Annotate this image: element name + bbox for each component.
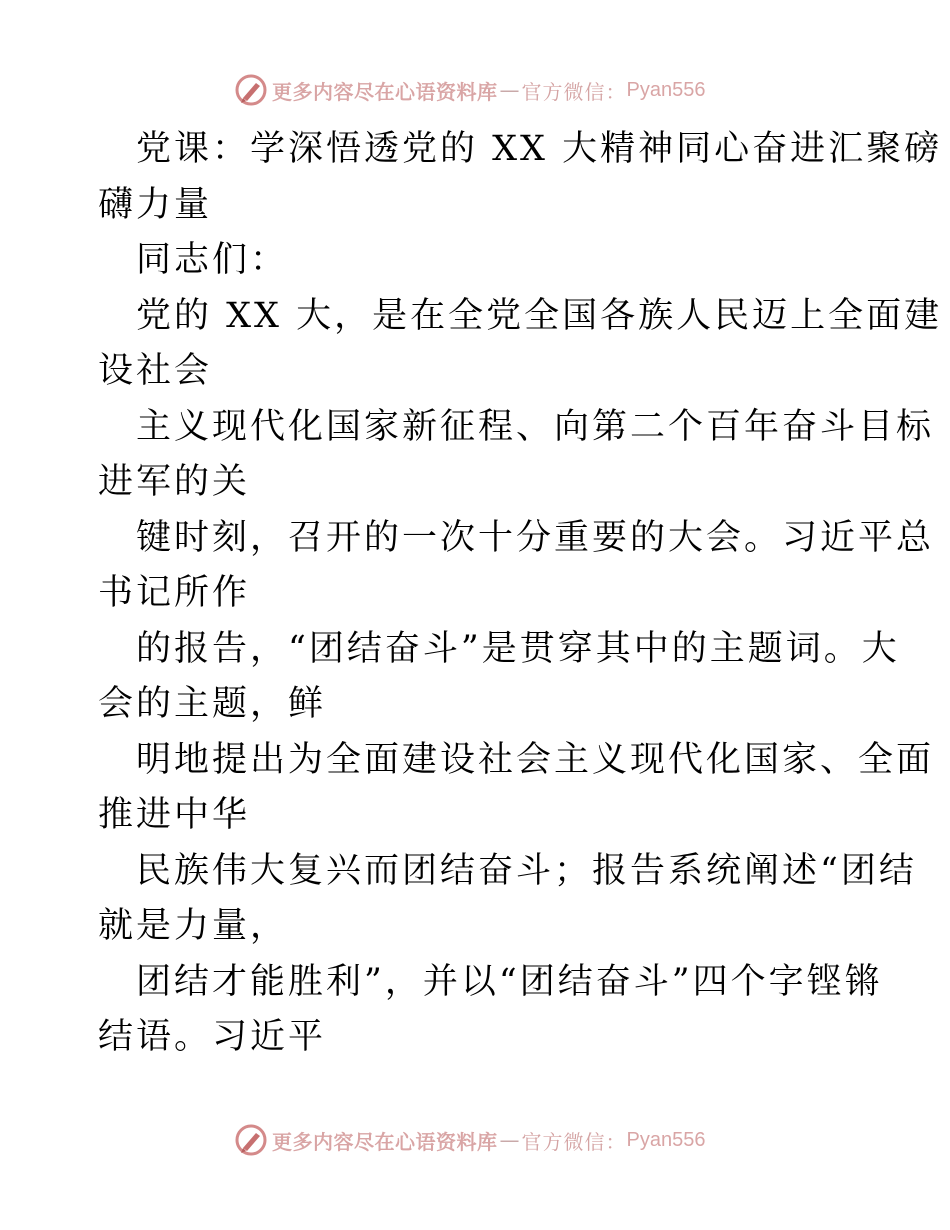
text-line: 推进中华 bbox=[98, 795, 251, 835]
watermark-wechat-label: 官方微信： bbox=[521, 1129, 627, 1154]
text-line: 书记所作 bbox=[98, 573, 251, 613]
watermark-separator: — bbox=[499, 1128, 520, 1152]
title-line: 礴力量 bbox=[98, 184, 213, 225]
pen-circle-logo-icon bbox=[234, 1123, 268, 1157]
text-line: 的报告，“团结奋斗”是贯穿其中的主题词。大 bbox=[136, 628, 900, 669]
watermark-wechat-id: Pyan556 bbox=[626, 1128, 706, 1151]
header-watermark bbox=[234, 70, 705, 110]
text-line: 明地提出为全面建设社会主义现代化国家、全面 bbox=[136, 739, 935, 780]
watermark-wechat-label: 官方微信： bbox=[521, 79, 627, 104]
text-line: 团结才能胜利”，并以“团结奋斗”四个字铿锵 bbox=[136, 961, 883, 1002]
text-line: 设社会 bbox=[98, 351, 213, 391]
text-line: 会的主题，鲜 bbox=[98, 684, 327, 724]
watermark-wechat-id: Pyan556 bbox=[626, 78, 706, 101]
text-line: 党的 XX 大，是在全党全国各族人民迈上全面建 bbox=[136, 295, 943, 336]
text-line: 结语。习近平 bbox=[98, 1017, 327, 1057]
text-line: 进军的关 bbox=[98, 462, 251, 502]
title-line: 党课：学深悟透党的 XX 大精神同心奋进汇聚磅 bbox=[136, 129, 943, 169]
text-line: 民族伟大复兴而团结奋斗；报告系统阐述“团结 bbox=[136, 850, 917, 891]
watermark-site-text: 更多内容尽在心语资料库 bbox=[272, 79, 498, 104]
text-line: 主义现代化国家新征程、向第二个百年奋斗目标 bbox=[136, 406, 935, 447]
footer-watermark bbox=[234, 1120, 705, 1160]
pen-circle-logo-icon bbox=[234, 73, 268, 107]
salutation-line: 同志们： bbox=[136, 240, 289, 280]
watermark-separator: — bbox=[499, 78, 520, 102]
text-line: 键时刻，召开的一次十分重要的大会。习近平总 bbox=[136, 517, 935, 558]
text-line: 就是力量， bbox=[98, 906, 289, 946]
watermark-site-text: 更多内容尽在心语资料库 bbox=[272, 1129, 498, 1154]
document-body bbox=[98, 122, 943, 1066]
